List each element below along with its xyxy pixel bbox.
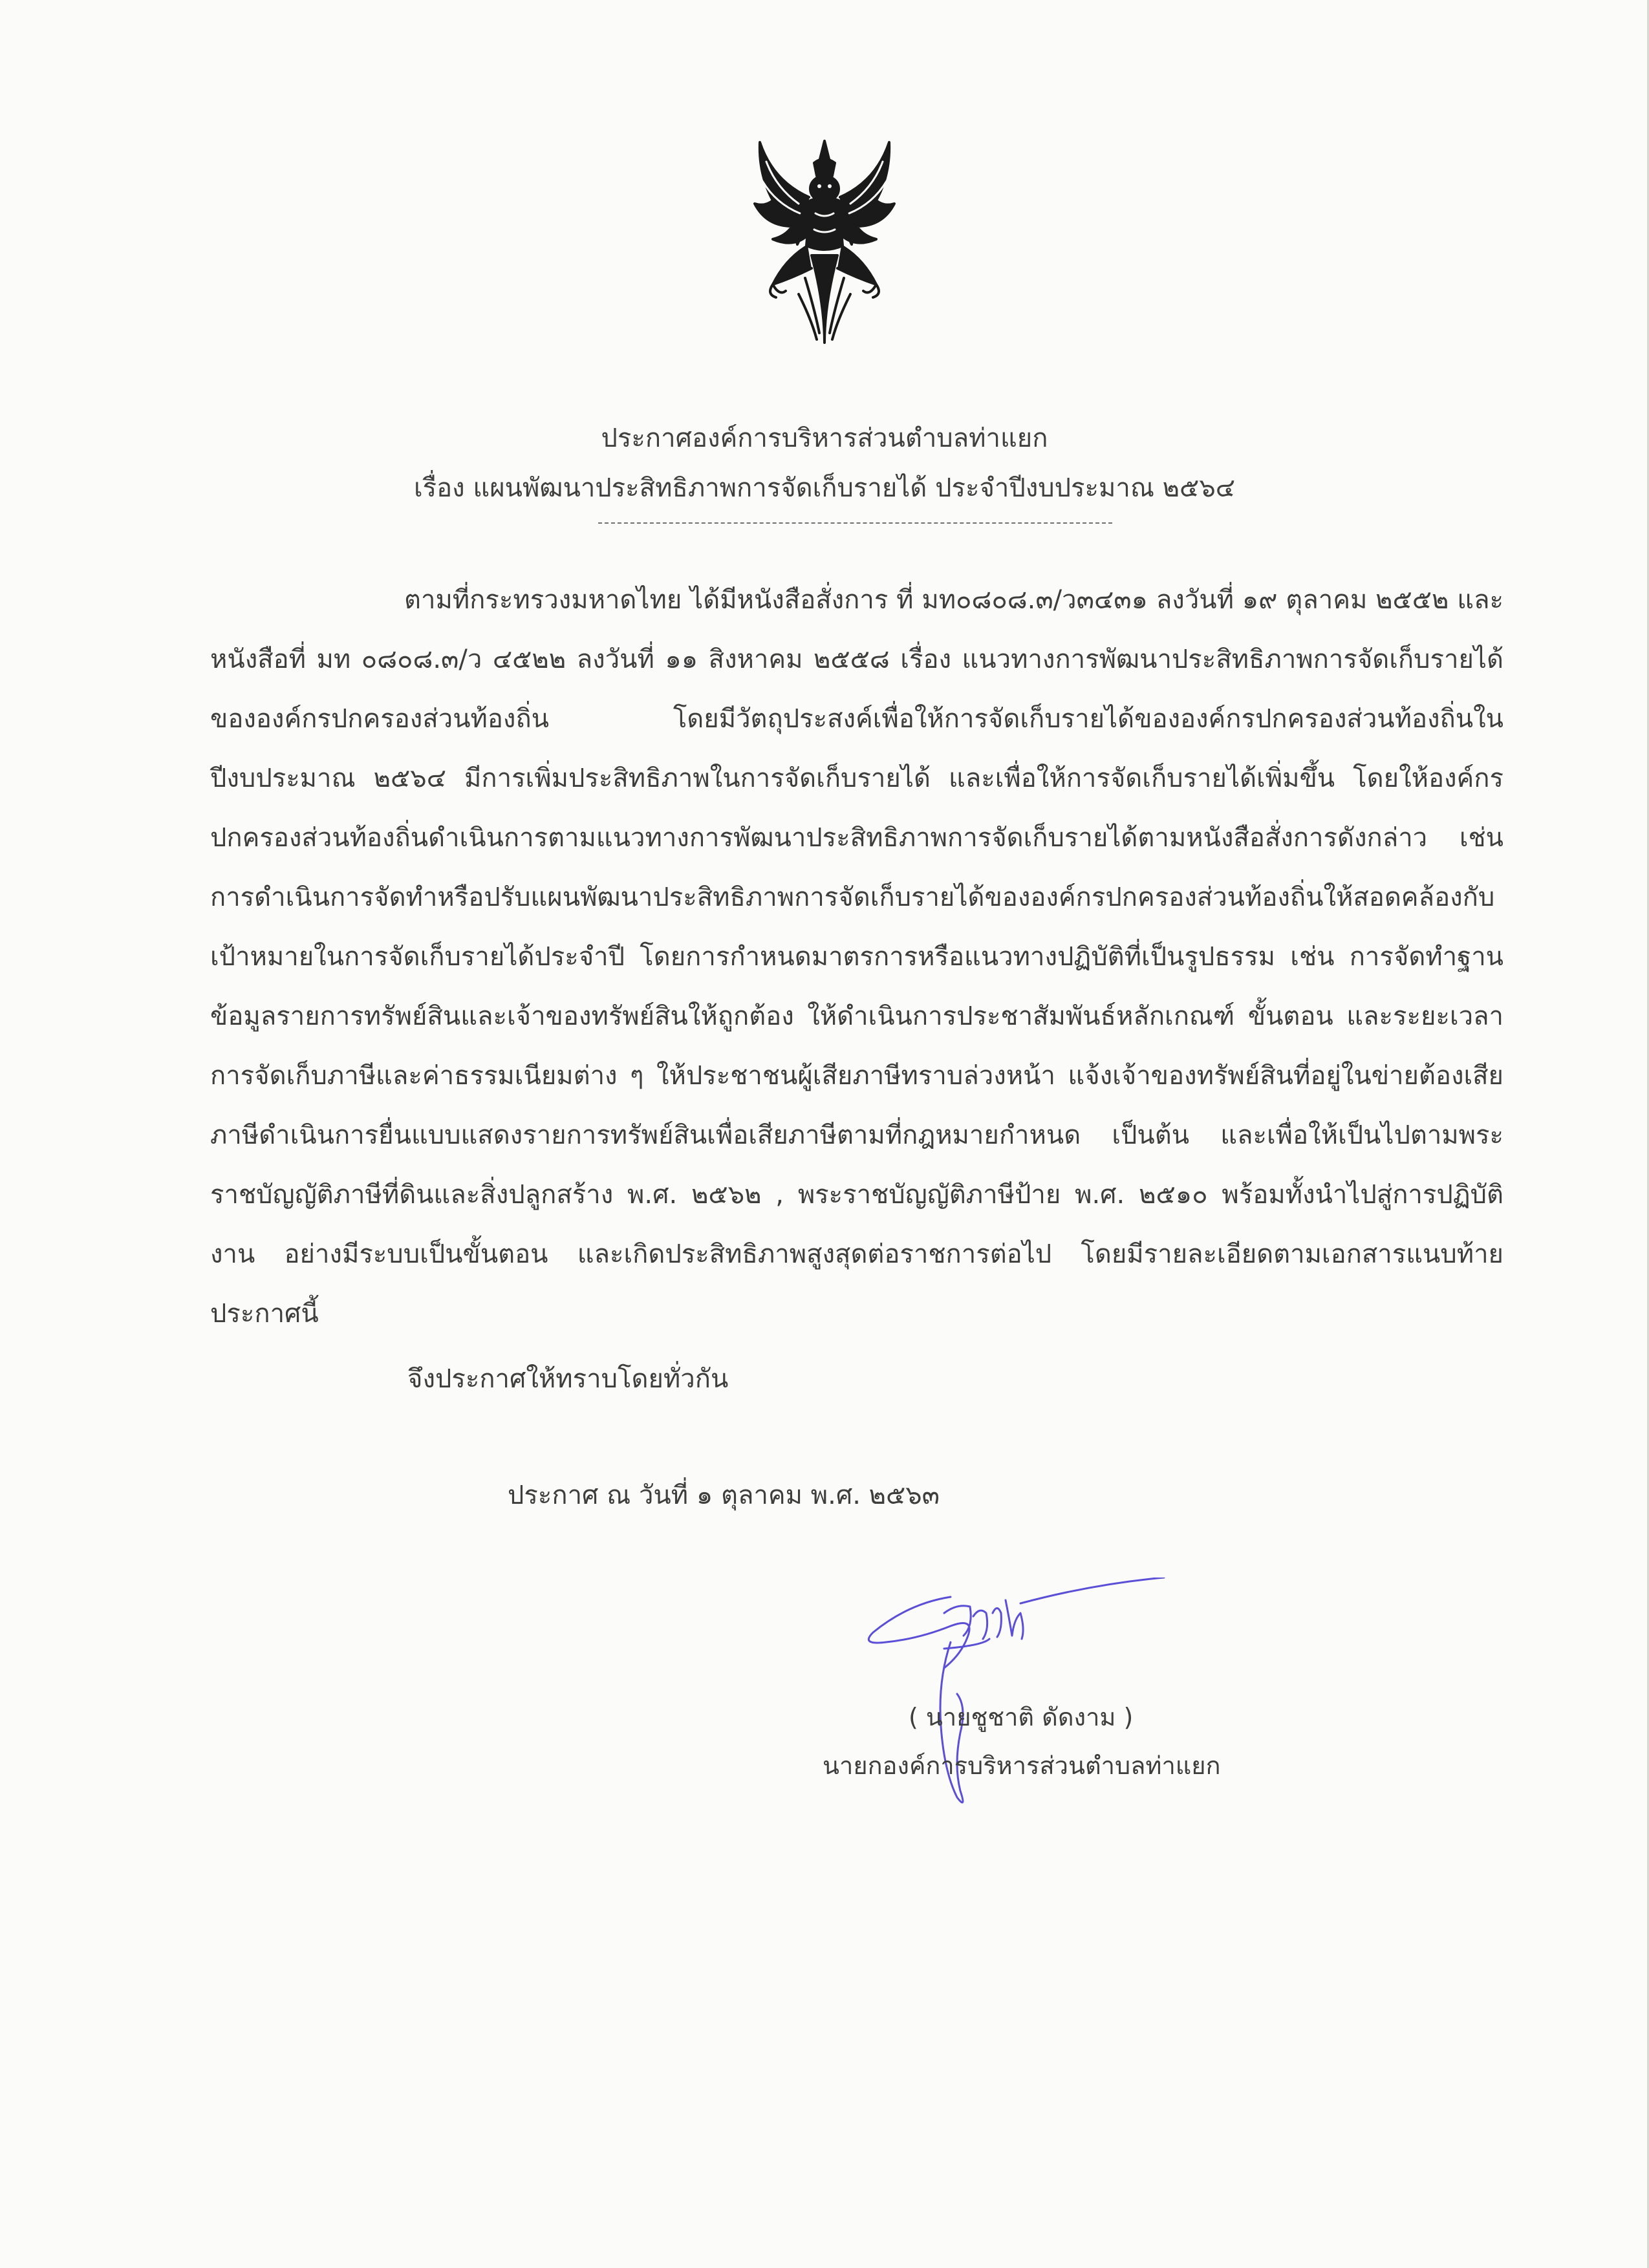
document-subject: เรื่อง แผนพัฒนาประสิทธิภาพการจัดเก็บรายได้ ประจำปีงบประมาณ ๒๕๖๔ bbox=[414, 473, 1235, 503]
signer-position: นายกองค์การบริหารส่วนตำบลท่าแยก bbox=[823, 1751, 1221, 1780]
title-divider bbox=[598, 522, 1112, 524]
signer-name: ( นายชูชาติ ดัดงาม ) bbox=[909, 1703, 1134, 1731]
body-paragraph: ตามที่กระทรวงมหาดไทย ได้มีหนังสือสั่งการ ที่ มท๐๘๐๘.๓/ว๓๔๓๑ ลงวันที่ ๑๙ ตุลาคม ๒๕๕๒ และหนังสือที่ มท ๐๘๐๘.๓/ว ๔๕๒๒ ลงวันที่ ๑๑ สิงหาคม ๒๕๕๘ เรื่อง แนวทางการพัฒนาประสิทธิภาพการจัดเก็บรายได้ขององค์กรปกครองส่วนท้องถิ่น โดยมีวัตถุประสงค์เพื่อให้การจัดเก็บรายได้ขององค์กรปกครองส่วนท้องถิ่นในปีงบประมาณ ๒๕๖๔ มีการเพิ่มประสิทธิภาพในการจัดเก็บรายได้ และเพื่อให้การจัดเก็บรายได้เพิ่มขึ้น โดยให้องค์กรปกครองส่วนท้องถิ่นดำเนินการตามแนวทางการพัฒนาประสิทธิภาพการจัดเก็บรายได้ตามหนังสือสั่งการดังกล่าว เช่น การดำเนินการจัดทำหรือปรับแผนพัฒนาประสิทธิภาพการจัดเก็บรายได้ขององค์กรปกครองส่วนท้องถิ่นให้สอดคล้องกับเป้าหมายในการจัดเก็บรายได้ประจำปี โดยการกำหนดมาตรการหรือแนวทางปฏิบัติที่เป็นรูปธรรม เช่น การจัดทำฐานข้อมูลรายการทรัพย์สินและเจ้าของทรัพย์สินให้ถูกต้อง ให้ดำเนินการประชาสัมพันธ์หลักเกณฑ์ ขั้นตอน และระยะเวลาการจัดเก็บภาษีและค่าธรรมเนียมต่าง ๆ ให้ประชาชนผู้เสียภาษีทราบล่วงหน้า แจ้งเจ้าของทรัพย์สินที่อยู่ในข่ายต้องเสียภาษีดำเนินการยื่นแบบแสดงรายการทรัพย์สินเพื่อเสียภาษีตามที่กฎหมายกำหนด เป็นต้น และเพื่อให้เป็นไปตามพระราชบัญญัติภาษีที่ดินและสิ่งปลูกสร้าง พ.ศ. ๒๕๖๒ , พระราชบัญญัติภาษีป้าย พ.ศ. ๒๕๑๐ พร้อมทั้งนำไปสู่การปฏิบัติงาน อย่างมีระบบเป็นขั้นตอน และเกิดประสิทธิภาพสูงสุดต่อราชการต่อไป โดยมีรายละเอียดตามเอกสารแนบท้ายประกาศนี้ bbox=[210, 585, 1503, 1329]
garuda-emblem-icon bbox=[747, 136, 902, 349]
announcement-date: ประกาศ ณ วันที่ ๑ ตุลาคม พ.ศ. ๒๕๖๓ bbox=[508, 1481, 940, 1510]
announcement-line: จึงประกาศให้ทราบโดยทั่วกัน bbox=[407, 1364, 729, 1394]
document-title: ประกาศองค์การบริหารส่วนตำบลท่าแยก bbox=[601, 423, 1048, 453]
